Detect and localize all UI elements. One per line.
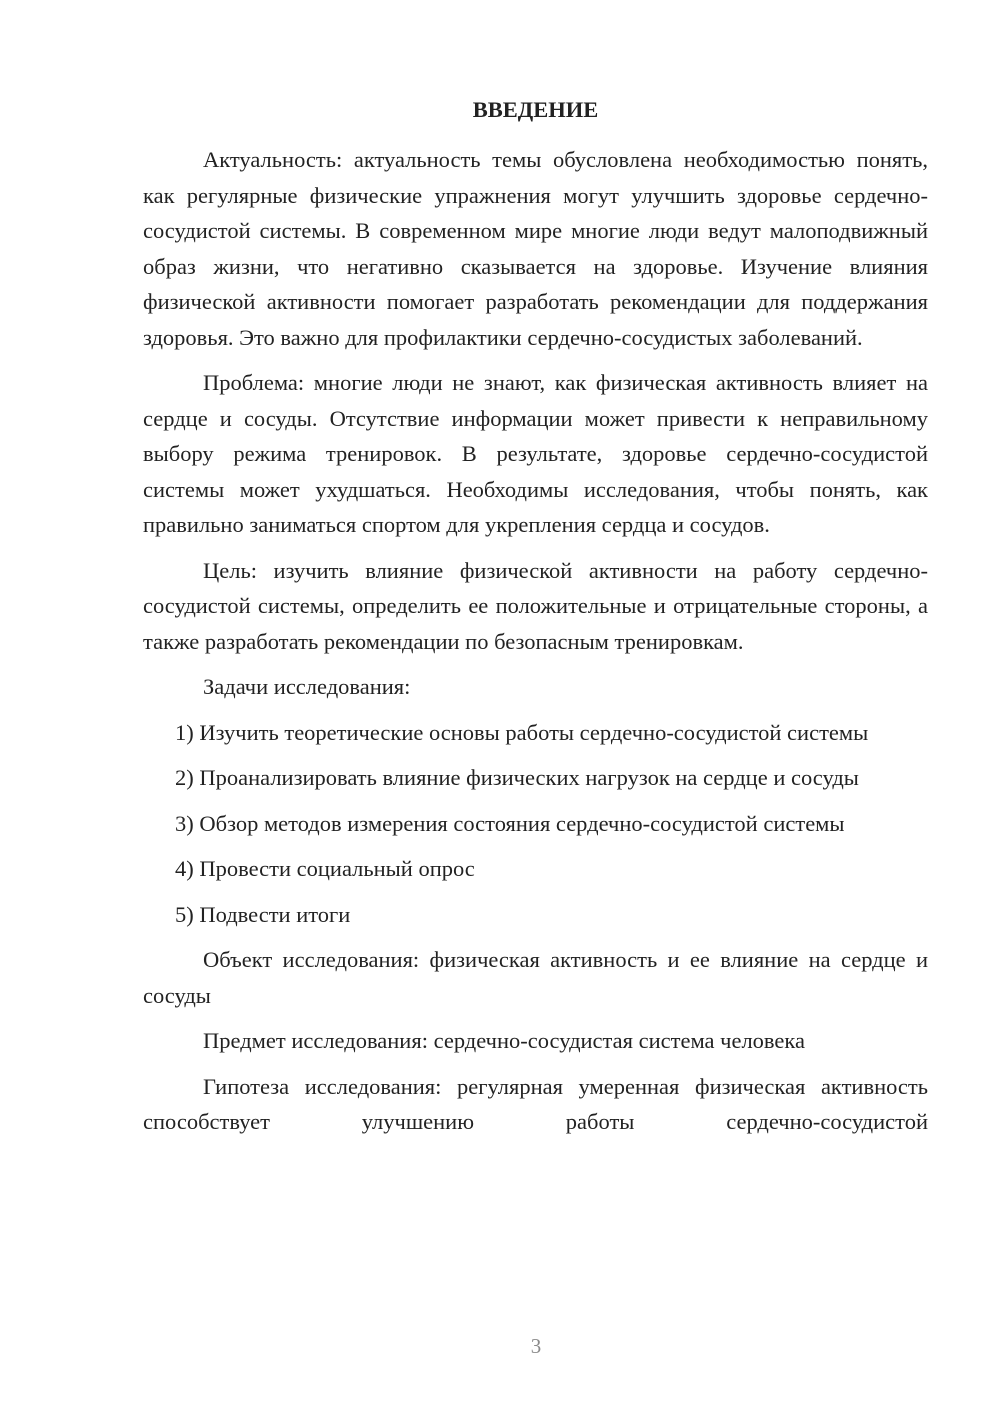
task-item-2: 2) Проанализировать влияние физических нагрузок на сердце и сосуды	[175, 765, 859, 790]
task-item-3: 3) Обзор методов измерения состояния сердечно-сосудистой системы	[175, 810, 845, 836]
hypothesis-paragraph: Гипотеза исследования: регулярная умеренная физическая активность способствует улучшению работы сердечно-сосудистой	[143, 1073, 928, 1134]
page-number: 3	[530, 1334, 542, 1358]
tasks-heading: Задачи исследования:	[203, 674, 411, 699]
page-content	[143, 92, 928, 1150]
section-title: ВВЕДЕНИЕ	[472, 97, 599, 122]
actuality-paragraph: Актуальность: актуальность темы обусловлена необходимостью понять, как регулярные физические упражнения могут улучшить здоровье сердечно-сосудистой системы. В современном мире многие люди ведут малоподвижный образ жизни, что негативно сказывается на здоровье. Изучение влияния физической активности помогает разработать рекомендации для поддержания здоровья. Это важно для профилактики сердечно-сосудистых заболеваний.	[143, 147, 928, 350]
problem-paragraph: Проблема: многие люди не знают, как физическая активность влияет на сердце и сосуды. Отсутствие информации может привести к неправильному выбору режима тренировок. В результате, здоровье сердечно-сосудистой системы может ухудшаться. Необходимы исследования, чтобы понять, как правильно заниматься спортом для укрепления сердца и сосудов.	[143, 370, 928, 537]
goal-paragraph: Цель: изучить влияние физической активности на работу сердечно-сосудистой системы, определить ее положительные и отрицательные стороны, а также разработать рекомендации по безопасным тренировкам.	[143, 557, 928, 654]
task-item-1: 1) Изучить теоретические основы работы сердечно-сосудистой системы	[175, 719, 869, 745]
object-paragraph: Объект исследования: физическая активность и ее влияние на сердце и сосуды	[143, 947, 928, 1008]
task-item-4: 4) Провести социальный опрос	[175, 856, 475, 881]
subject-paragraph: Предмет исследования: сердечно-сосудистая система человека	[203, 1028, 805, 1053]
task-item-5: 5) Подвести итоги	[175, 901, 351, 927]
